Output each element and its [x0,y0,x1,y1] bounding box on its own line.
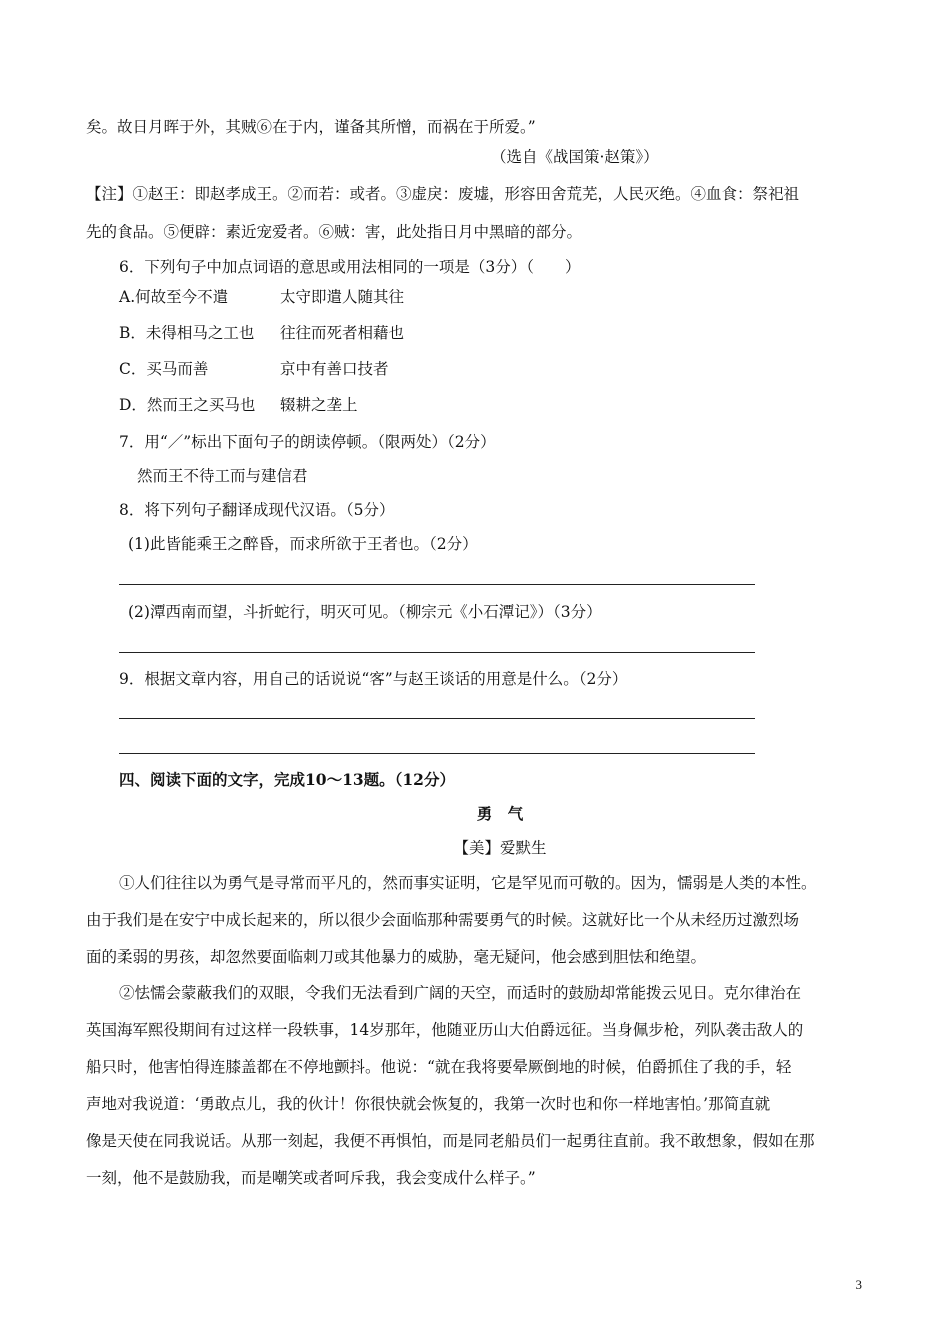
paragraph-line: 声地对我说道：‘勇敢点儿，我的伙计！你很快就会恢复的，我第一次时也和你一样地害怕。’那简直就 [86,1095,771,1113]
q6-option-b-left: B．未得相马之工也 [119,324,255,342]
q9-stem: 9．根据文章内容，用自己的话说说“客”与赵王谈话的用意是什么。（2分） [119,670,628,688]
q6-option-a-right: 太守即遣人随其往 [280,288,405,306]
answer-line[interactable] [119,652,755,653]
paragraph-line: 像是天使在同我说话。从那一刻起，我便不再惧怕，而是同老船员们一起勇往直前。我不敢想象，假如在那 [86,1132,815,1150]
q7-stem: 7．用“／”标出下面句子的朗读停顿。（限两处）（2分） [119,433,496,451]
q8-stem: 8．将下列句子翻译成现代汉语。（5分） [119,501,395,519]
q8-sentence-2: (2)潭西南而望，斗折蛇行，明灭可见。（柳宗元《小石潭记》）（3分） [128,603,602,621]
paragraph-line: ①人们往往以为勇气是寻常而平凡的，然而事实证明，它是罕见而可敬的。因为，懦弱是人类的本性。 [119,874,817,892]
q8-sentence-1: (1)此皆能乘王之醉昏，而求所欲于王者也。（2分） [128,535,478,553]
passage-last-line: 矣。故日月晖于外，其贼⑥在于内，谨备其所憎，而祸在于所爱。” [86,118,536,136]
answer-line[interactable] [119,753,755,754]
passage-source: （选自《战国策·赵策》） [491,148,659,166]
page-number: 3 [855,1277,862,1292]
q6-stem: 6．下列句子中加点词语的意思或用法相同的一项是（3分）（ ） [119,258,581,276]
q6-option-c-left: C．买马而善 [119,360,209,378]
notes-line-2: 先的食品。⑤便辟：素近宠爱者。⑥贼：害，此处指日月中黑暗的部分。 [86,223,583,241]
paragraph-line: 一刻，他不是鼓励我，而是嘲笑或者呵斥我，我会变成什么样子。” [86,1169,536,1187]
q6-option-d-left: D．然而王之买马也 [119,396,256,414]
paragraph-line: ②怯懦会蒙蔽我们的双眼，令我们无法看到广阔的天空，而适时的鼓励却常能拨云见日。克尔律治在 [119,984,802,1002]
q6-option-c-right: 京中有善口技者 [280,360,389,378]
paragraph-line: 船只时，他害怕得连膝盖都在不停地颤抖。他说：“就在我将要晕厥倒地的时候，伯爵抓住了我的手，轻 [86,1058,792,1076]
q6-option-d-right: 辍耕之垄上 [280,396,358,414]
answer-line[interactable] [119,584,755,585]
paragraph-line: 英国海军熙役期间有过这样一段轶事，14岁那年，他随亚历山大伯爵远征。当身佩步枪，列队袭击敌人的 [86,1021,804,1039]
q6-option-b-right: 往往而死者相藉也 [280,324,405,342]
q6-option-a-left: A.何故至今不遣 [119,288,229,306]
answer-line[interactable] [119,718,755,719]
notes-line-1: 【注】①赵王：即赵孝成王。②而若：或者。③虚戾：废墟，形容田舍荒芜，人民灭绝。④血食：祭祀祖 [86,185,800,203]
section-4-heading: 四、阅读下面的文字，完成10～13题。（12分） [119,770,455,789]
paragraph-line: 面的柔弱的男孩，却忽然要面临刺刀或其他暴力的威胁，毫无疑问，他会感到胆怯和绝望。 [86,948,707,966]
article-title: 勇 气 [476,804,524,823]
q6-option-a [119,287,228,307]
article-author: 【美】爱默生 [453,839,547,857]
q7-sentence: 然而王不待工而与建信君 [137,467,308,485]
paragraph-line: 由于我们是在安宁中成长起来的，所以很少会面临那种需要勇气的时候。这就好比一个从未经历过激烈场 [86,911,800,929]
